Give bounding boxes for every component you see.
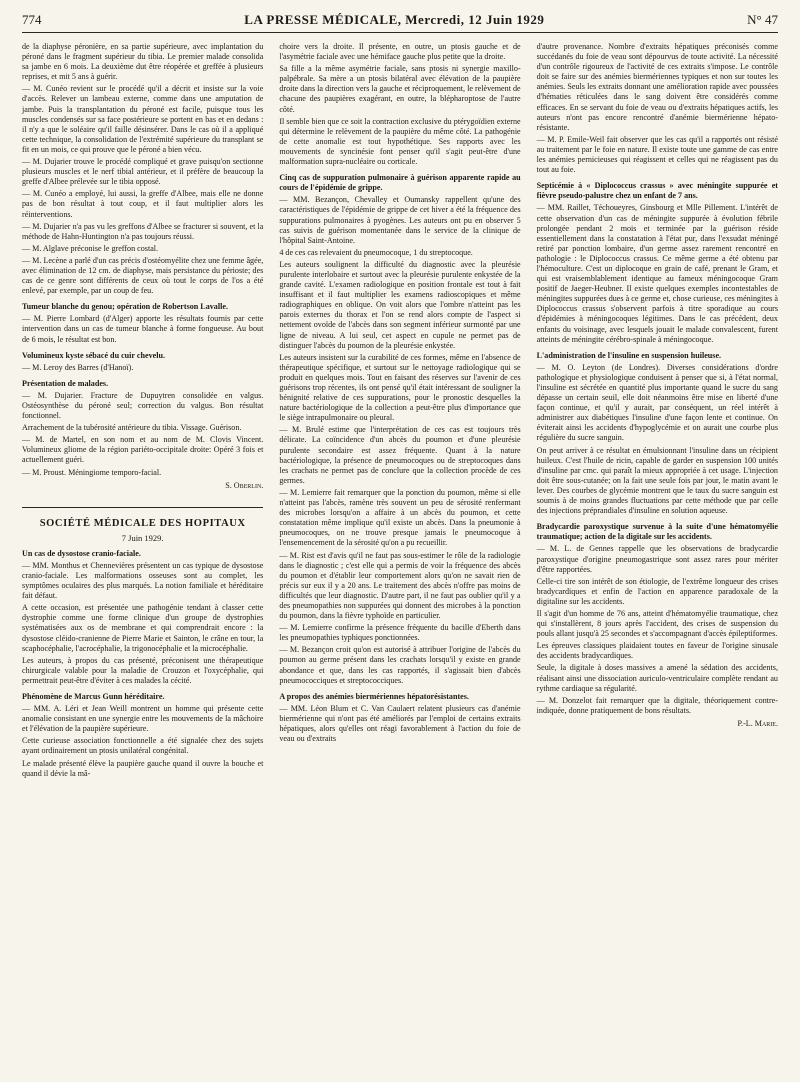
paragraph: Arrachement de la tubérosité antérieure du tibia. Vissage. Guérison. — [22, 423, 242, 433]
paragraph: — M. Lemierre fait remarquer que la ponction du poumon, même si elle n'atteint pas l'abcès, ramène très souvent un peu de sérosité renfermant des microbes lorsqu'on a affaire à un abcès du poumon, et cette constatation même implique qu'il existe un abcès. Dans la pneumonie à pneumocoques, on ne trouve presque jamais le pneumocoque à l'ensemencement de la sérosité qu'on a pu recueillir. — [279, 487, 521, 548]
paragraph: Les auteurs soulignent la difficulté du diagnostic avec la pleurésie purulente interlobaire et surtout avec la pleurésie purulente enkystée de la grande cavité. L'examen radiologique en position frontale est tout à fait insuffisant et il faut multiplier les examens radioscopiques et même radiographiques en oblique. On voit alors que l'ombre n'atteint pas les parois externes du thorax et l'on se rend alors compte de l'aspect si nettement ovoïde de l'abcès dans son segment inférieur surmonté par une ligne de niveau. A lui seul, cet aspect en cupule ne permet pas de distinguer l'abcès du poumon de la pleurésie enkystée. — [279, 259, 521, 350]
paragraph: — M. Alglave préconise le greffon costal. — [22, 243, 159, 253]
paragraph: Les auteurs, à propos du cas présenté, préconisent une thérapeutique chirurgicale valable pour la maladie de Crouzon et l'oxycéphalie, qui permettrait peut-être d'éviter à ces malades la cécité. — [22, 655, 264, 685]
paragraph: — M. Cunéo a employé, lui aussi, la greffe d'Albee, mais elle ne donne pas de bon résultat à tout coup, et il faut multiplier alors les réinterventions. — [22, 189, 264, 219]
subheading: Bradycardie paroxystique survenue à la suite d'une hématomyélie traumatique; action de la digitale sur les accidents. — [536, 522, 778, 542]
paragraph: de la diaphyse péronière, en sa partie supérieure, avec implantation du péroné dans le fragment supérieur du tibia. Le premier malade consolida sa jambe en 6 mois. La deuxième dut être réopérée et greffée à plusieurs reprises, et mit 5 ans à guérir. — [22, 42, 264, 82]
paragraph: — M. Dujarier n'a pas vu les greffons d'Albee se fracturer si souvent, et la méthode de Hahn-Huntington n'a pas toujours réussi. — [22, 221, 264, 241]
paragraph: — M. Dujarier. Fracture de Dupuytren consolidée en valgus. Ostéosynthèse du péroné seul; correction du valgus. Bon résultat fonctionnel. — [22, 390, 264, 421]
paragraph: — M. Cunéo revient sur le procédé qu'il a décrit et insiste sur la voie d'accès. Relever un lambeau externe, comme dans une amputation de jambe. Puis la transplantation du péroné est facile, puisque tous les muscles condensés sur sa face postérieure se portent en bas et en dedans : il n'y a que le soléaire qu'il faille désinsérer. Dans le cas où il a appliqué cette technique, la consolidation de l'extrémité supérieure du transplant se fit en un mois, ce qui prouve que le péroné a bien vécu. — [22, 84, 264, 154]
paragraph: — M. Brulé estime que l'interprétation de ces cas est toujours très délicate. La coïncidence d'un abcès du poumon et d'une pleurésie purulente secondaire est assez fréquente. Quant à la nature bactériologique, la présence de pneumocoques ou de streptocoques dans les crachats ne permet pas de conclure que la collection procède de ces germes. — [279, 425, 521, 485]
paragraph: — MM. Léon Blum et C. Van Caulaert relatent plusieurs cas d'anémie biermérienne qui n'ont pas été améliorés par l'emploi de certains extraits hépatiques, alors qu'elles ont réagi favorablement à l'action du foie de veau ou d'extraits — [279, 703, 521, 744]
subheading: Cinq cas de suppuration pulmonaire à guérison apparente rapide au cours de l'épidémie de grippe. — [279, 173, 521, 193]
subheading: Présentation de malades. — [22, 378, 109, 388]
paragraph: — M. Rist est d'avis qu'il ne faut pas sous-estimer le rôle de la radiologie dans le diagnostic ; c'est elle qui a permis de voir la fréquence des abcès du poumon et d'établir leur comportement alors qu'on ne savait rien de précis sur eux il y a 20 ans. Le traitement des abcès n'offre pas moins de difficultés que leur diagnostic. D'autre part, il ne faut pas oublier qu'il y a des pneumopathies non suppurées qui donnent des microbes à la ponction du poumon, dans la fièvre typhoïde en particulier. — [279, 550, 521, 621]
paragraph: — M. Lecène a parlé d'un cas précis d'ostéomyélite chez une femme âgée, avec élimination de 12 cm. de diaphyse, mais persistance du périoste; des cas de ce genre sont différents de ceux où tout le corps de l'os a été enlevé, par exemple, par un coup de feu. — [22, 255, 264, 296]
paragraph: choire vers la droite. Il présente, en outre, un ptosis gauche et de l'asymétrie faciale avec une hémiface gauche plus petite que la droite. — [279, 42, 521, 62]
paragraph: Cette curieuse association fonctionnelle a été signalée chez des sujets ayant ordinairement un ptosis unilatéral congénital. — [22, 736, 264, 756]
paragraph: d'autre provenance. Nombre d'extraits hépatiques préconisés comme succédanés du foie de veau sont dépourvus de toute activité. La nécessité d'un contrôle rigoureux de l'activité de ces extraits s'impose. Le contrôle doit se faire sur des anémies biermériennes typiques et non sur toutes les anémies. Seuls les extraits donnant une amélioration rapide avec poussées d'hématies réticulées dans le sang doivent être considérés comme efficaces. En se servant du foie de veau ou d'extraits hépatiques actifs, les auteurs n'ont pas encore rencontré d'anémie biermérienne hépato-résistante. — [536, 42, 778, 132]
paragraph: Sa fille a la même asymétrie faciale, sans ptosis ni synergie maxillo-palpébrale. Sa mère a un ptosis bilatéral avec élévation de la paupière droite dans la direction vers la gauche et réciproquement, le relèvement de chacune des paupières exagérant, en outre, la blépharoptose de l'autre côté. — [279, 64, 521, 114]
journal-title: LA PRESSE MÉDICALE, Mercredi, 12 Juin 1929 — [244, 12, 545, 27]
column-3 — [537, 42, 778, 781]
paragraph: Le malade présenté élève la paupière gauche quand il ouvre la bouche et quand il dévie la mâ- — [22, 758, 264, 778]
paragraph: On peut arriver à ce résultat en émulsionnant l'insuline dans un récipient huileux. C'est l'huile de ricin, capable de garder en suspension 100 unités d'insuline par cmc. qui paraît la mieux appropriée à cet usage. L'injection doit être sous-cutanée; on la fait une seule fois par jour, le matin avant le lever. Des courbes de glycémie montrent que le taux du sucre sanguin est soumis à de moins grandes fluctuations par cette méthode que par celle des injections préprandiales d'insuline en solution aqueuse. — [536, 445, 778, 516]
paragraph: — M. Lemierre confirme la présence fréquente du bacille d'Eberth dans les pneumopathies typhiques ponctionnées. — [279, 623, 521, 643]
subheading: Un cas de dysostose cranio-faciale. — [22, 548, 141, 558]
issue-number: N° 47 — [747, 12, 778, 27]
subheading: L'administration de l'insuline en suspension huileuse. — [536, 350, 722, 360]
subheading: Septicémie à « Diplococcus crassus » avec méningite suppurée et fièvre pseudo-palustre chez un enfant de 7 ans. — [536, 181, 778, 201]
paragraph: — M. de Martel, en son nom et au nom de M. Clovis Vincent. Volumineux gliome de la région pariéto-occipitale droite: Opéré 3 fois et actuellement guéri. — [22, 435, 264, 465]
paragraph: 4 de ces cas relevaient du pneumocoque, 1 du streptocoque. — [279, 247, 473, 257]
paragraph: Il semble bien que ce soit la contraction exclusive du ptérygoïdien externe qui détermine le relèvement de la paupière du même côté. La pathogénie de cette anomalie est tout hypothétique. Ses rapports avec les mouvements de syncinésie font penser qu'il s'agit peut-être d'une malformation supra-nucléaire ou corticale. — [279, 116, 521, 167]
paragraph: A cette occasion, est présentée une pathogénie tendant à classer cette dystrophie comme une forme clinique d'un groupe de dystrophies systématisées aux os de membrane et qui comprendrait encore : la dysostose cléido-cranienne de Pierre Marie et Sainton, le crâne en tour, la scaphocéphalie, l'acrocéphalie, la trigonocéphalie et la microcéphalie. — [22, 603, 264, 653]
page-header — [22, 12, 778, 33]
paragraph: — M. Proust. Méningiome temporo-facial. — [22, 467, 162, 477]
subheading: A propos des anémies biermériennes hépatorésistantes. — [279, 691, 469, 701]
subheading: Tumeur blanche du genou; opération de Robertson Lavalle. — [22, 302, 228, 312]
paragraph: Celle-ci tire son intérêt de son étiologie, de l'extrême longueur des crises bradycardiques et enfin de l'action en apparence paradoxale de la digitaline sur les accidents. — [536, 576, 778, 606]
column-2 — [279, 42, 520, 781]
paragraph: Les épreuves classiques plaidaient toutes en faveur de l'origine sinusale des accidents bradycardiques. — [536, 641, 778, 661]
column-1 — [22, 42, 263, 781]
paragraph: — M. Bezançon croit qu'on est autorisé à attribuer l'origine de l'abcès du poumon au germe présent dans les crachats lorsqu'il y existe en grande abondance et que, dans les cas rapportés, il s'agissait bien d'abcès pneumococciques et streptococciques. — [279, 645, 521, 685]
paragraph: — MM. Bezançon, Chevalley et Oumansky rappellent qu'une des caractéristiques de l'épidémie de grippe de cet hiver a été la fréquence des suppurations pulmonaires à pyogènes. Les auteurs ont pu en observer 5 cas suivis de guérison momentanée dans le service de la clinique de l'hôpital Saint-Antoine. — [279, 195, 521, 245]
paragraph: — M. L. de Gennes rappelle que les observations de bradycardie paroxystique d'origine pneumogastrique sont assez rares pour mériter d'être rapportées. — [536, 544, 778, 574]
paragraph: — M. P. Emile-Weil fait observer que les cas qu'il a rapportés ont résisté au traitement par le foie en nature. Il existe toute une gamme de cas entre les anémies pernicieuses qui réagissent et celles qui ne réagissent pas du tout au foie. — [536, 134, 778, 175]
subheading: Volumineux kyste sébacé du cuir chevelu. — [22, 350, 165, 360]
paragraph: — M. Pierre Lombard (d'Alger) apporte les résultats fournis par cette intervention dans un cas de tumeur blanche à forme fongueuse. Au bout de 6 mois, le résultat est bon. — [22, 314, 264, 344]
article-columns — [22, 42, 778, 781]
paragraph: Il s'agit d'un homme de 76 ans, atteint d'hématomyélie traumatique, chez qui s'installèrent, 8 jours après l'accident, des crises de suspension du pouls allant jusqu'à 25 secondes et s'accompagnant d'accès épileptiformes. — [536, 608, 778, 639]
paragraph: — M. Leroy des Barres (d'Hanoï). — [22, 362, 134, 372]
paragraph: — M. Donzelot fait remarquer que la digitale, théoriquement contre-indiquée, donne pratiquement de bons résultats. — [536, 695, 778, 715]
author-signature: P.-L. Marie. — [737, 718, 778, 728]
paragraph: Les auteurs insistent sur la curabilité de ces formes, même en l'absence de thérapeutique spécifique, et surtout sur le nettoyage radiologique qui se produit en quelques mois. Tout en faisant des réserves sur l'avenir de ces guérisons trop récentes, ils ont pensé qu'il était intéressant de souligner la bénignité relative de ces suppurations, pour le pronostic desquelles la nature bactériologique de la collection a peut-être plus d'importance que le siège intrapulmonaire ou pleural. — [279, 352, 521, 423]
paragraph: Seule, la digitale à doses massives a amené la sédation des accidents, réalisant ainsi une dissociation auriculo-ventriculaire complète rendant au rythme cardiaque sa régularité. — [536, 663, 778, 693]
subheading: Phénomène de Marcus Gunn héréditaire. — [22, 691, 165, 701]
section-title: SOCIÉTÉ MÉDICALE DES HOPITAUX — [22, 507, 263, 529]
paragraph: — MM. Monthus et Chennevières présentent un cas typique de dysostose cranio-faciale. Les malformations osseuses sont au complet, les symptômes oculaires des plus marqués. La notion familiale et héréditaire fait défaut. — [22, 560, 264, 601]
paragraph: — MM. A. Léri et Jean Weill montrent un homme qui présente cette anomalie consistant en une synergie entre les mouvements de la mâchoire et l'élévation de la paupière supérieure. — [22, 704, 264, 734]
author-signature: S. Oberlin. — [225, 480, 264, 490]
page-number: 774 — [22, 12, 42, 27]
section-date: 7 Juin 1929. — [121, 532, 164, 543]
paragraph: — M. Dujarier trouve le procédé compliqué et grave puisqu'on sectionne plusieurs muscles et le nerf tibial antérieur, et il préfère de beaucoup la greffe d'Albee prélevée sur le tibia opposé. — [22, 157, 264, 187]
paragraph: — M. O. Leyton (de Londres). Diverses considérations d'ordre pathologique et physiologique conduisent à penser que si, à l'état normal, l'insuline est sécrétée en quantité plus importante quand le sucre du sang dépasse un certain seuil, elle doit néanmoins être mise en liberté d'une façon continue, et qu'il y aurait, par conséquent, un réel intérêt à administrer aux diabétiques l'insuline d'une façon lente et continue. On éviterait ainsi les accidents d'hypoglycémie et on aurait une courbe plus régulière du sucre sanguin. — [536, 362, 778, 443]
paragraph: — MM. Raillet, Téchoueyres, Ginsbourg et Mlle Pillement. L'intérêt de cette observation d'un cas de méningite suppurée à évolution fébrile prolongée pendant 2 mois et terminée par la guérison réside essentiellement dans la constatation à l'état pur, dans l'exsudat méningé retiré par ponction lombaire, d'un germe assez rarement rencontré en pathologie : le Diplococcus crassus. Ce même germe a été obtenu par l'hémoculture. C'est un diplocoque en grain de café, prenant le Gram, et qui est vraisemblablement identique au fameux méningocoque Gram positif de Jaeger-Heubner. Il existe quelques exemples incontestables de méningites suppurées dues à ce germe et, chose curieuse, ces méningites à Diplococcus crassus s'observent parfois à titre sporadique au cours d'épidémies à méningocoques légitimes. Dans le cas précédent, deux enfants du voisinage, avec lesquels jouait le malade convalescent, furent atteints de méningite cérébro-spinale à méningocoque. — [536, 203, 778, 344]
